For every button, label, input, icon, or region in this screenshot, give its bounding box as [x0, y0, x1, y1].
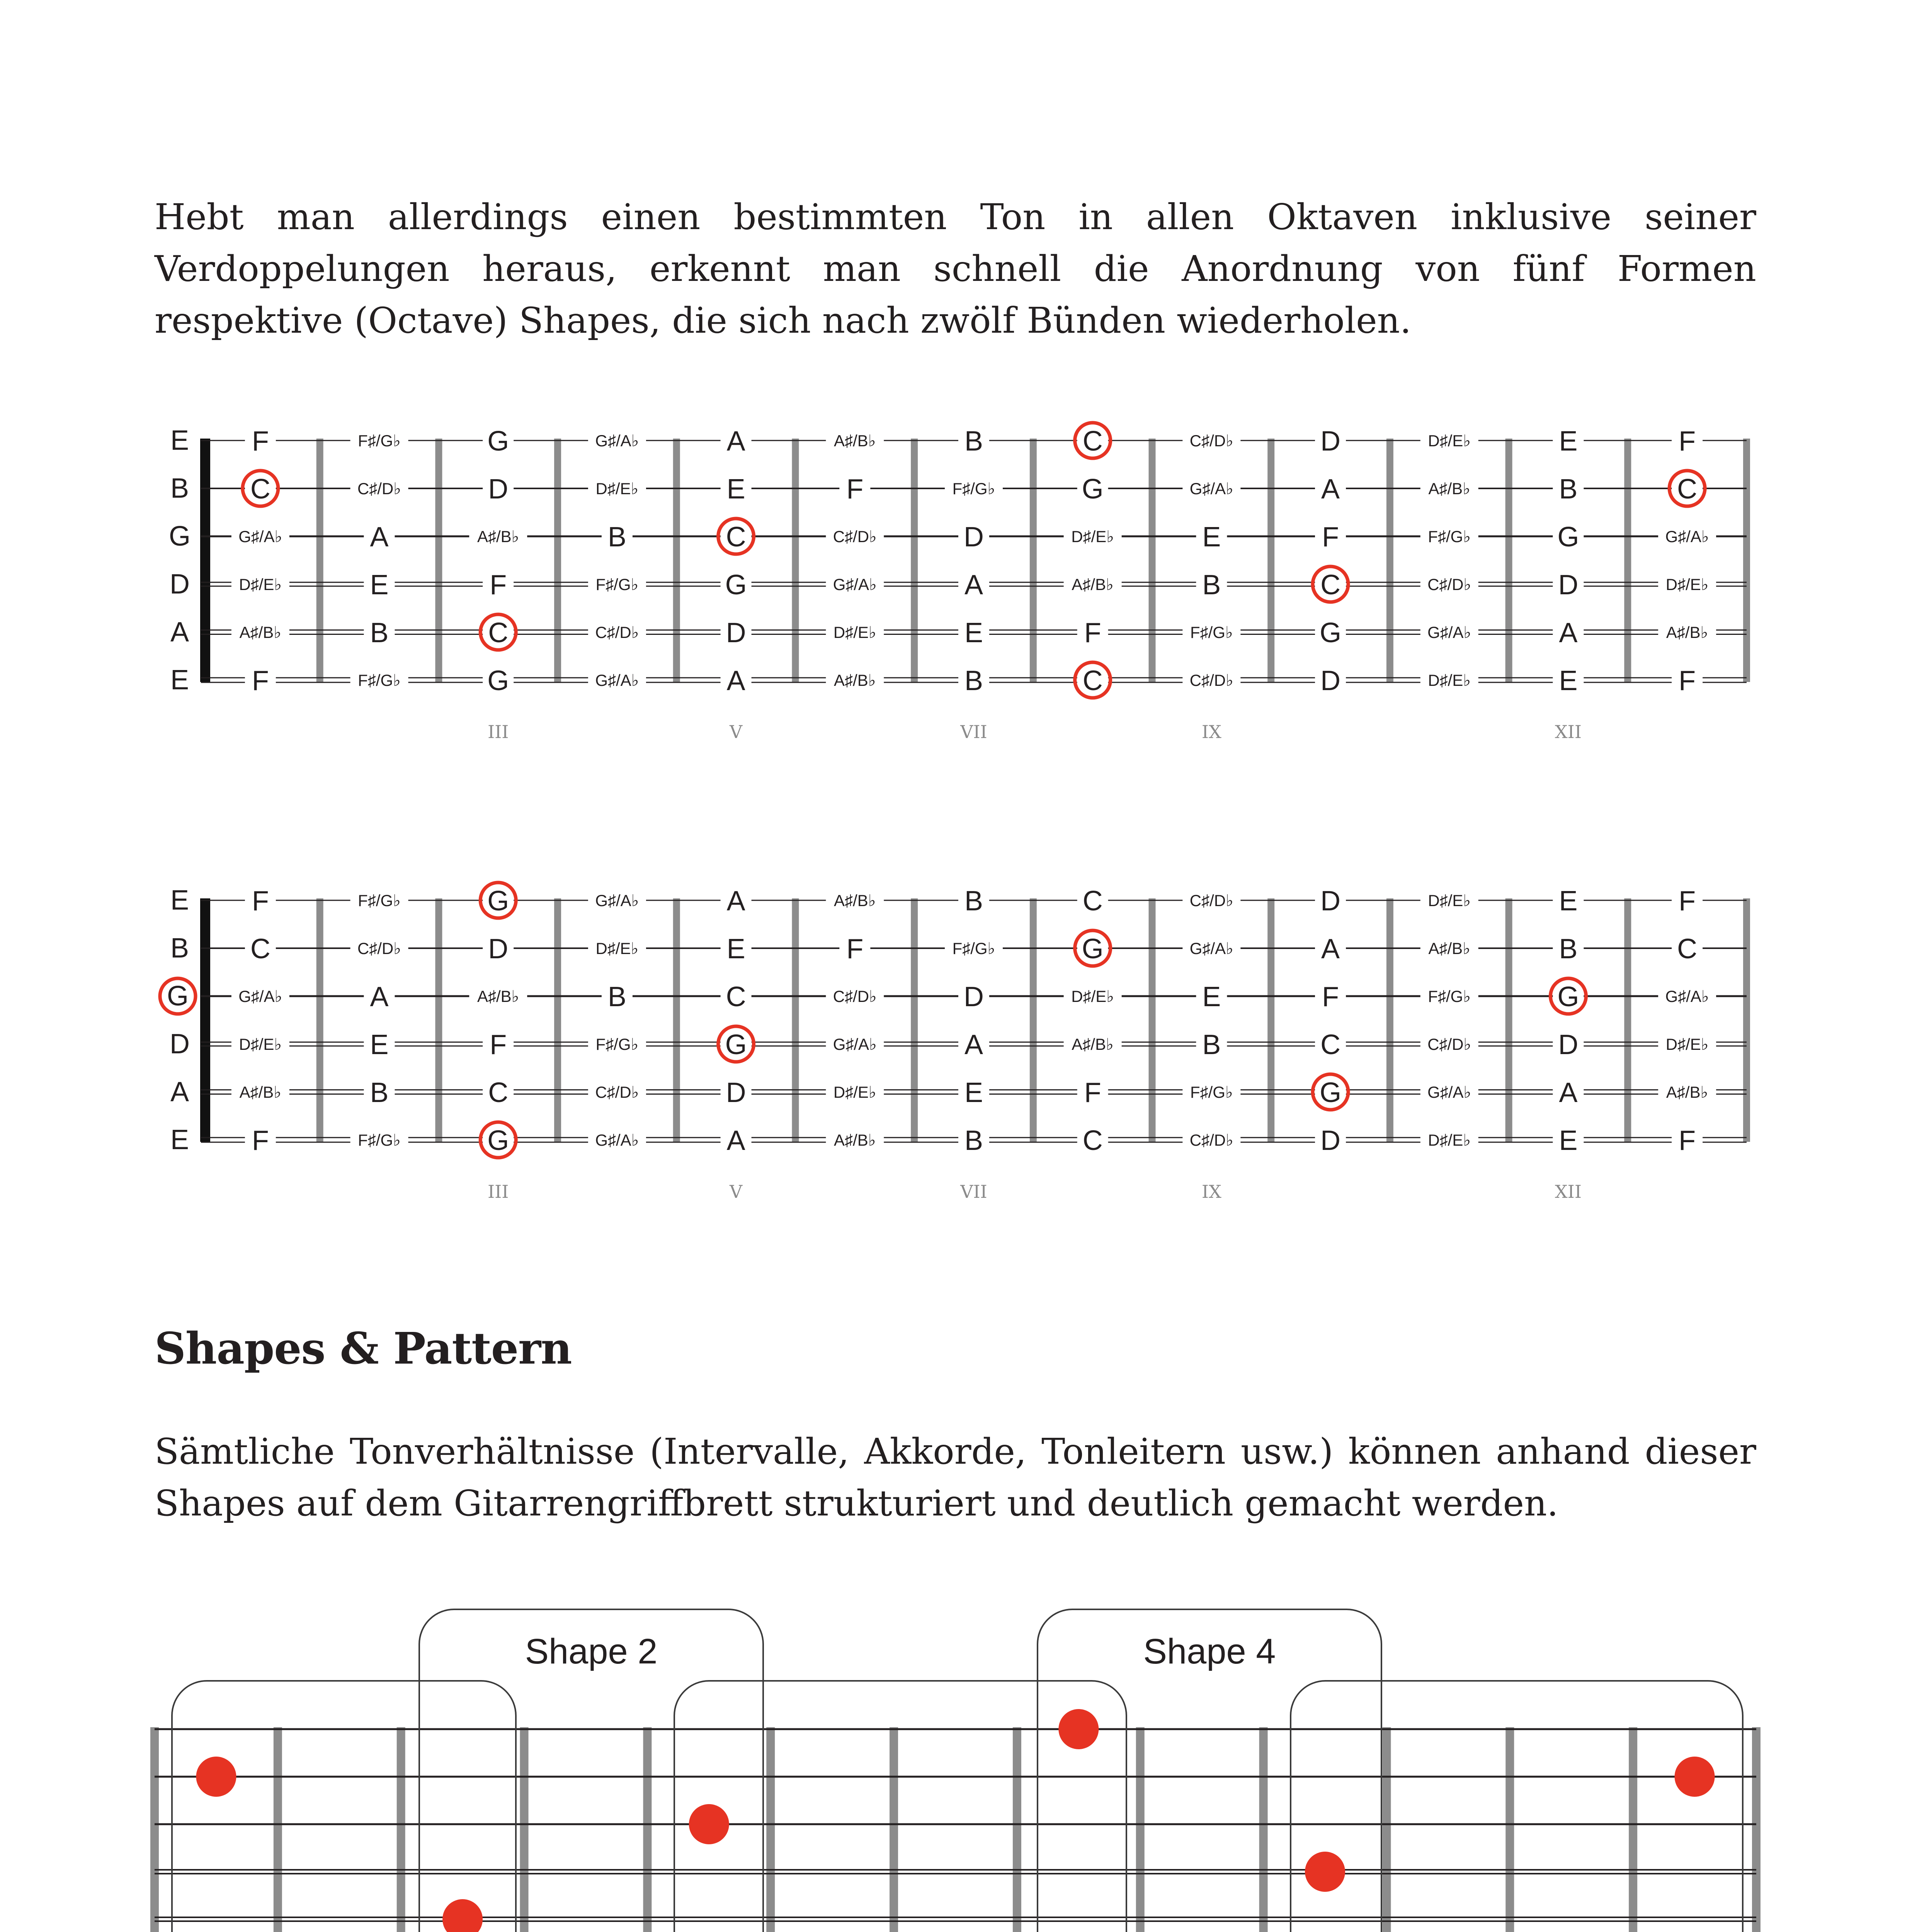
note-label: A [964, 1029, 983, 1060]
fret-wire [1267, 898, 1274, 1142]
fret-numeral: VII [960, 721, 987, 742]
note-label: A♯/B♭ [239, 1083, 282, 1101]
note-label: B [964, 886, 983, 917]
fret-numeral: III [487, 721, 509, 742]
note-label: F [252, 426, 269, 457]
note-dot [196, 1757, 236, 1797]
note-label: E [370, 1029, 389, 1060]
note-label: A♯/B♭ [477, 527, 519, 546]
open-string-label: B [170, 473, 189, 504]
note-label: C [250, 934, 270, 964]
note-label: D [964, 981, 984, 1012]
note-label: B [964, 426, 983, 457]
fret-wire [1259, 1727, 1268, 1932]
section-paragraph: Sämtliche Tonverhältnisse (Intervalle, Akkorde, Tonleitern usw.) können anhand dieser Shapes auf dem Gitarrengriffbrett strukturiert und deutlich gemacht werden. [155, 1431, 1756, 1524]
note-label: C♯/D♭ [1427, 575, 1471, 594]
note-label: F♯/G♭ [952, 480, 995, 498]
note-label: C [488, 617, 509, 648]
note-label: D [1320, 886, 1341, 917]
note-label: G [487, 886, 509, 917]
fret-wire [1386, 439, 1393, 682]
note-label: A♯/B♭ [1428, 939, 1471, 957]
note-label: G♯/A♭ [833, 1035, 877, 1053]
note-label: F♯/G♭ [1428, 987, 1471, 1005]
note-label: F [1679, 665, 1696, 696]
note-label: A [1321, 474, 1340, 505]
open-string-label: E [170, 885, 189, 916]
note-label: G♯/A♭ [1665, 987, 1709, 1005]
fret-wire [890, 1727, 898, 1932]
note-label: G♯/A♭ [595, 432, 639, 450]
fret-wire [554, 439, 561, 682]
note-label: E [1559, 886, 1578, 917]
fret-wire [1030, 439, 1037, 682]
note-label: F [846, 474, 864, 505]
note-label: A [726, 886, 745, 917]
note-label: C [250, 474, 270, 505]
note-label: D♯/E♭ [595, 480, 639, 498]
note-label: A♯/B♭ [1666, 623, 1708, 641]
note-label: G♯/A♭ [1189, 480, 1233, 498]
fret-wire [1752, 1727, 1761, 1932]
note-dot [442, 1899, 483, 1932]
fret-wire [1382, 1727, 1391, 1932]
note-label: A [370, 522, 389, 553]
open-string-label: E [170, 1124, 189, 1155]
note-label: G [487, 665, 509, 696]
note-label: D [1320, 665, 1341, 696]
note-label: D [1320, 1125, 1341, 1156]
nut [200, 439, 210, 682]
note-label: A [1559, 1077, 1578, 1108]
note-label: B [1559, 934, 1578, 964]
fret-numeral: VII [960, 1181, 987, 1202]
note-label: G [725, 1029, 747, 1060]
note-label: C [1320, 1029, 1341, 1060]
note-label: D♯/E♭ [1071, 987, 1114, 1005]
note-label: F♯/G♭ [1190, 623, 1233, 641]
note-label: A♯/B♭ [1666, 1083, 1708, 1101]
note-label: F♯/G♭ [358, 671, 401, 689]
note-label: F♯/G♭ [358, 891, 401, 910]
note-label: G♯/A♭ [1665, 527, 1709, 546]
note-label: F♯/G♭ [358, 432, 401, 450]
note-label: D♯/E♭ [1428, 891, 1471, 910]
note-label: F [1322, 522, 1339, 553]
note-label: F [490, 1029, 507, 1060]
note-label: D♯/E♭ [1428, 671, 1471, 689]
note-label: F♯/G♭ [358, 1131, 401, 1149]
note-label: G [1082, 934, 1104, 964]
note-label: D♯/E♭ [1428, 1131, 1471, 1149]
note-label: B [1202, 570, 1221, 600]
note-label: A [726, 426, 745, 457]
note-label: G [725, 570, 747, 600]
fret-wire [435, 439, 442, 682]
shape-box [172, 1681, 516, 1932]
note-label: G [1557, 522, 1579, 553]
note-dot [689, 1804, 729, 1844]
note-label: D [726, 1077, 746, 1108]
fret-wire [1505, 898, 1512, 1142]
note-dot [1058, 1709, 1099, 1749]
note-label: D [1558, 1029, 1579, 1060]
open-string-label: A [170, 1077, 189, 1107]
nut [200, 898, 210, 1142]
note-label: F [1679, 426, 1696, 457]
open-string-label: E [170, 425, 189, 456]
note-label: G [1320, 1077, 1342, 1108]
fret-wire [316, 898, 323, 1142]
note-label: B [607, 981, 626, 1012]
note-label: C [726, 522, 746, 553]
note-label: B [964, 1125, 983, 1156]
note-label: F [252, 886, 269, 917]
note-label: G [487, 1125, 509, 1156]
open-string-label: D [170, 1029, 190, 1060]
fret-numeral: IX [1201, 1181, 1221, 1202]
note-label: G♯/A♭ [595, 671, 639, 689]
note-label: D [488, 934, 509, 964]
fret-wire [911, 439, 918, 682]
note-label: E [964, 617, 983, 648]
note-label: A♯/B♭ [1428, 480, 1471, 498]
fret-wire [554, 898, 561, 1142]
fret-numeral: III [487, 1181, 509, 1202]
fret-wire [766, 1727, 775, 1932]
fret-wire [397, 1727, 405, 1932]
fret-wire [435, 898, 442, 1142]
fret-wire [1136, 1727, 1145, 1932]
note-label: F♯/G♭ [595, 575, 639, 594]
fret-wire [1505, 1727, 1514, 1932]
note-label: A [964, 570, 983, 600]
note-label: B [964, 665, 983, 696]
note-label: C♯/D♭ [1189, 671, 1233, 689]
note-label: F♯/G♭ [952, 939, 995, 957]
note-label: F [1679, 1125, 1696, 1156]
shapes-diagram [0, 1584, 1917, 1932]
note-label: C [488, 1077, 509, 1108]
fret-numeral: XII [1555, 1181, 1582, 1202]
fret-numeral: XII [1555, 721, 1582, 742]
fret-wire [1624, 439, 1631, 682]
fret-wire [673, 439, 680, 682]
note-label: C♯/D♭ [357, 480, 401, 498]
section-heading: Shapes & Pattern [155, 1323, 572, 1374]
note-label: C [1320, 570, 1341, 600]
note-label: B [1559, 474, 1578, 505]
note-label: D♯/E♭ [239, 1035, 282, 1053]
note-label: E [1559, 1125, 1578, 1156]
note-label: C♯/D♭ [357, 939, 401, 957]
note-dot [1305, 1852, 1345, 1892]
note-label: G♯/A♭ [238, 527, 282, 546]
note-label: G [1557, 981, 1579, 1012]
fret-wire [1149, 439, 1156, 682]
note-label: C♯/D♭ [833, 527, 877, 546]
note-label: D [1558, 570, 1579, 600]
note-label: C [726, 981, 746, 1012]
note-label: F [1679, 886, 1696, 917]
note-label: A♯/B♭ [834, 432, 876, 450]
note-label: C♯/D♭ [833, 987, 877, 1005]
note-label: D♯/E♭ [239, 575, 282, 594]
note-label: B [370, 1077, 389, 1108]
fret-wire [792, 898, 799, 1142]
note-label: E [964, 1077, 983, 1108]
fret-wire [1149, 898, 1156, 1142]
note-label: D [964, 522, 984, 553]
open-string-label: E [170, 665, 189, 696]
open-string-label: G [167, 981, 189, 1012]
fret-wire [643, 1727, 651, 1932]
fret-wire [1267, 439, 1274, 682]
note-label: A♯/B♭ [834, 671, 876, 689]
note-label: G♯/A♭ [1189, 939, 1233, 957]
note-label: G [1082, 474, 1104, 505]
fret-wire [1386, 898, 1393, 1142]
note-label: F [846, 934, 864, 964]
note-label: A♯/B♭ [1072, 575, 1114, 594]
fret-wire [520, 1727, 529, 1932]
intro-paragraph: Hebt man allerdings einen bestimmten Ton in allen Oktaven inklusive seiner Verdoppelungen heraus, erkennt man schnell die Anordnung von fünf Formen respektive (Octave) Shapes, die sich nach zwölf Bünden wiederholen. [155, 196, 1756, 341]
fret-wire [1505, 439, 1512, 682]
open-string-label: D [170, 569, 190, 600]
note-label: D [488, 474, 509, 505]
note-label: C♯/D♭ [1427, 1035, 1471, 1053]
fret-wire [1629, 1727, 1637, 1932]
fret-wire [1030, 898, 1037, 1142]
fret-wire [150, 1727, 159, 1932]
fret-numeral: V [729, 1181, 743, 1202]
note-label: E [370, 570, 389, 600]
note-label: G [487, 426, 509, 457]
note-label: A [726, 1125, 745, 1156]
note-label: G♯/A♭ [1427, 1083, 1471, 1101]
note-label: B [607, 522, 626, 553]
note-label: C [1082, 886, 1103, 917]
note-label: B [370, 617, 389, 648]
note-label: A♯/B♭ [834, 891, 876, 910]
fret-wire [274, 1727, 282, 1932]
note-label: F [490, 570, 507, 600]
fret-numeral: IX [1201, 721, 1221, 742]
note-label: D♯/E♭ [595, 939, 639, 957]
fret-wire [1743, 898, 1750, 1142]
note-label: C [1677, 934, 1698, 964]
note-label: E [1202, 522, 1221, 553]
fret-wire [911, 898, 918, 1142]
note-label: A♯/B♭ [1072, 1035, 1114, 1053]
note-label: G♯/A♭ [595, 1131, 639, 1149]
note-label: C♯/D♭ [1189, 432, 1233, 450]
note-label: C♯/D♭ [1189, 891, 1233, 910]
fret-wire [673, 898, 680, 1142]
note-label: E [1559, 665, 1578, 696]
fret-wire [1013, 1727, 1021, 1932]
note-label: E [1559, 426, 1578, 457]
note-label: F [1084, 617, 1101, 648]
note-dot [1675, 1757, 1715, 1797]
note-label: F [252, 665, 269, 696]
note-label: C♯/D♭ [595, 623, 639, 641]
shape-label: Shape 2 [525, 1632, 658, 1671]
note-label: E [726, 474, 745, 505]
note-label: G♯/A♭ [833, 575, 877, 594]
shape-box [1291, 1681, 1743, 1932]
note-label: A [726, 665, 745, 696]
fret-wire [1743, 439, 1750, 682]
note-label: C♯/D♭ [595, 1083, 639, 1101]
note-label: E [726, 934, 745, 964]
note-label: E [1202, 981, 1221, 1012]
note-label: D [726, 617, 746, 648]
note-label: F♯/G♭ [595, 1035, 639, 1053]
note-label: C [1677, 474, 1698, 505]
note-label: A [370, 981, 389, 1012]
fret-wire [792, 439, 799, 682]
note-label: D♯/E♭ [833, 623, 876, 641]
note-label: A [1559, 617, 1578, 648]
note-label: C♯/D♭ [1189, 1131, 1233, 1149]
note-label: D♯/E♭ [833, 1083, 876, 1101]
note-label: C [1082, 426, 1103, 457]
open-string-label: B [170, 933, 189, 964]
note-label: G♯/A♭ [595, 891, 639, 910]
note-label: D♯/E♭ [1428, 432, 1471, 450]
note-label: B [1202, 1029, 1221, 1060]
note-label: F [1084, 1077, 1101, 1108]
note-label: F [1322, 981, 1339, 1012]
note-label: A♯/B♭ [477, 987, 519, 1005]
note-label: G [1320, 617, 1342, 648]
open-string-label: G [168, 521, 191, 552]
fret-wire [316, 439, 323, 682]
note-label: G♯/A♭ [1427, 623, 1471, 641]
note-label: F [252, 1125, 269, 1156]
note-label: G♯/A♭ [238, 987, 282, 1005]
fretboard-c [0, 386, 1917, 773]
fret-numeral: V [729, 721, 743, 742]
note-label: A♯/B♭ [239, 623, 282, 641]
note-label: D [1320, 426, 1341, 457]
shape-box [674, 1681, 1126, 1932]
open-string-label: A [170, 617, 189, 648]
shape-label: Shape 4 [1143, 1632, 1276, 1671]
note-label: A [1321, 934, 1340, 964]
note-label: C [1082, 1125, 1103, 1156]
note-label: C [1082, 665, 1103, 696]
note-label: F♯/G♭ [1428, 527, 1471, 546]
fretboard-g [0, 846, 1917, 1233]
note-label: A♯/B♭ [834, 1131, 876, 1149]
note-label: D♯/E♭ [1665, 1035, 1709, 1053]
fret-wire [1624, 898, 1631, 1142]
note-label: D♯/E♭ [1071, 527, 1114, 546]
note-label: D♯/E♭ [1665, 575, 1709, 594]
note-label: F♯/G♭ [1190, 1083, 1233, 1101]
